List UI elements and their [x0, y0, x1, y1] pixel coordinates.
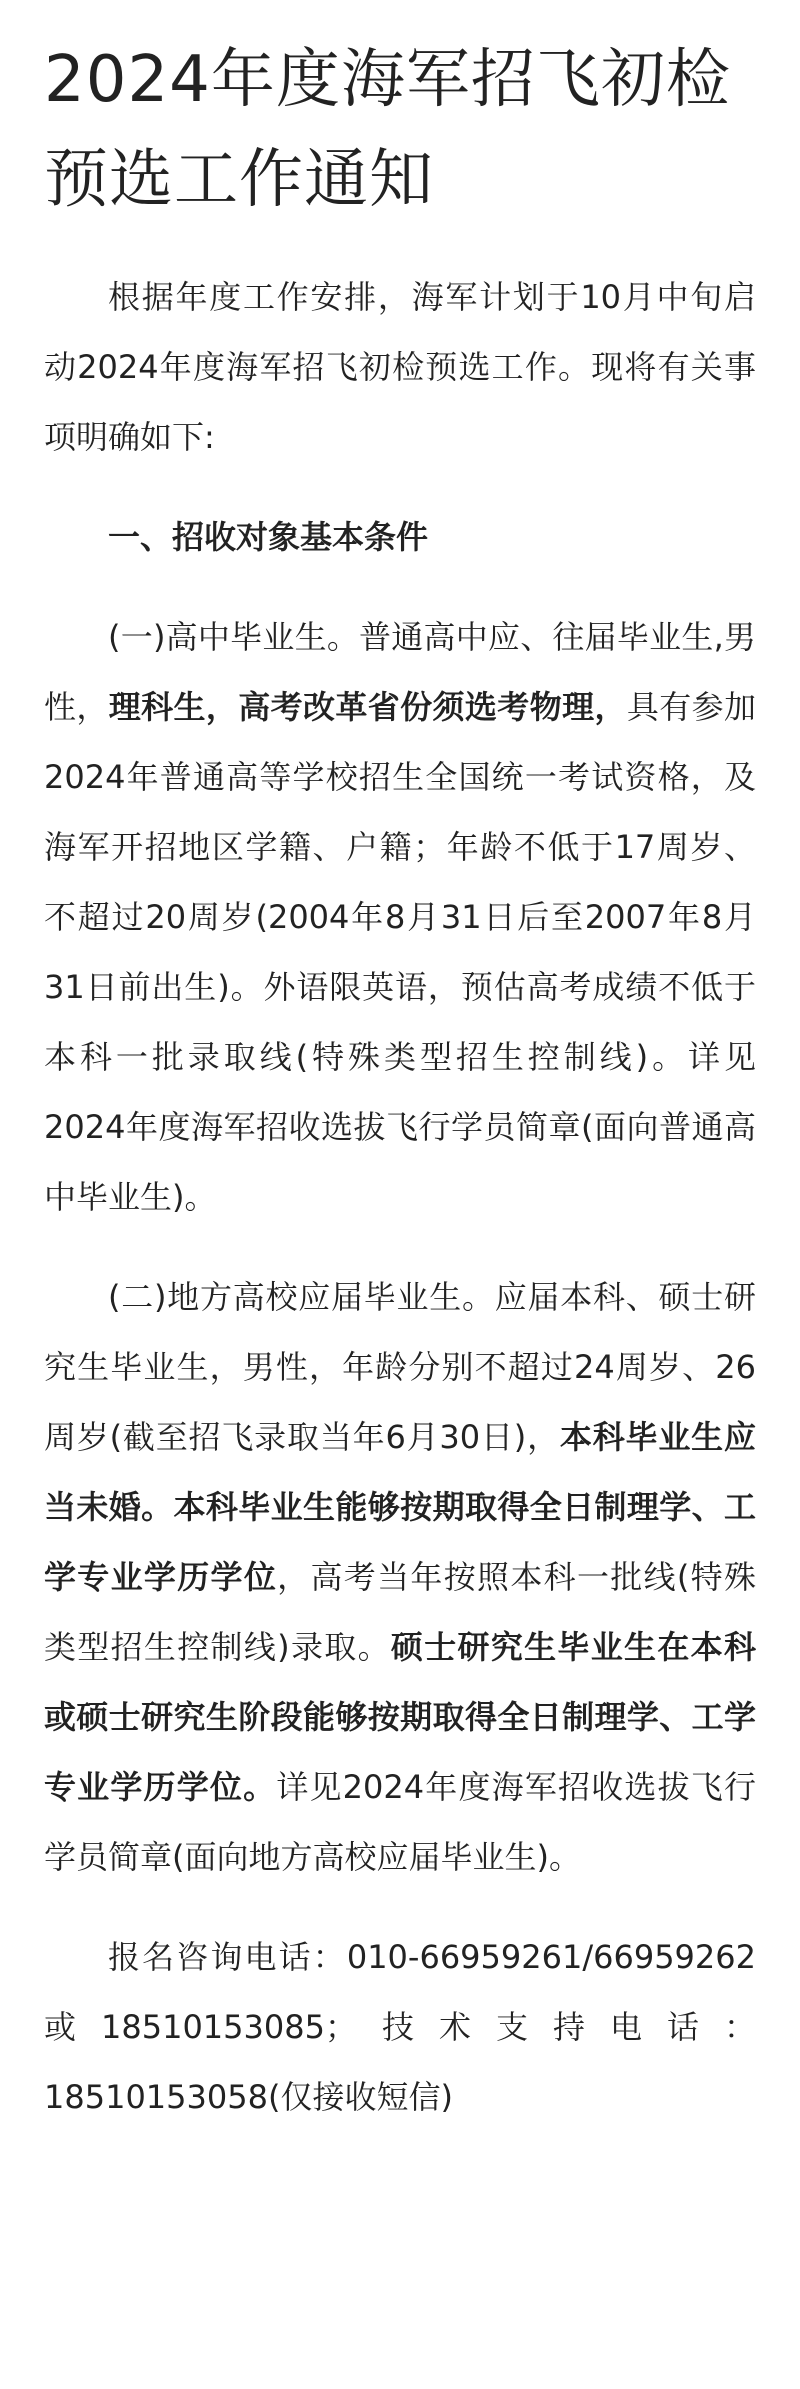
emphasis-text: 硕士研究生毕业生在本科或硕士研究生阶段能够按期取得全日制理学、工学专业学历学位。: [44, 1628, 756, 1806]
emphasis-text: 本科毕业生应当未婚。本科毕业生能够按期取得全日制理学、工学专业学历学位: [44, 1418, 756, 1596]
paragraph-text: 详见2024年度海军招收选拔飞行学员简章(面向地方高校应届毕业生)。: [44, 1768, 756, 1876]
paragraph-text: (二)地方高校应届毕业生。应届本科、硕士研究生毕业生，男性，年龄分别不超过24周岁、26周岁(截至招飞录取当年6月30日)，: [44, 1278, 756, 1456]
paragraph-text: ，高考当年按照本科一批线(特殊类型招生控制线)录取。: [44, 1558, 756, 1666]
emphasis-text: 理科生，高考改革省份须选考物理，: [108, 688, 627, 726]
paragraph-university: [44, 1262, 756, 1892]
paragraph-high-school: [44, 602, 756, 1232]
contact-paragraph: 报名咨询电话：010-66959261/66959262或18510153085；技术支持电话：18510153058(仅接收短信): [44, 1938, 756, 2116]
article-title: 2024年度海军招飞初检预选工作通知: [44, 43, 731, 217]
section-heading: 一、招收对象基本条件: [108, 518, 429, 556]
paragraph-text: 具有参加2024年普通高等学校招生全国统一考试资格，及海军开招地区学籍、户籍；年龄不低于17周岁、不超过20周岁(2004年8月31日后至2007年8月31日前出生)。外语限英语，预估高考成绩不低于本科一批录取线(特殊类型招生控制线)。详见2024年度海军招收选拔飞行学员简章(面向普通高中毕业生)。: [44, 688, 756, 1216]
intro-paragraph: 根据年度工作安排，海军计划于10月中旬启动2024年度海军招飞初检预选工作。现将有关事项明确如下:: [44, 278, 756, 456]
paragraph-text: (一)高中毕业生。普通高中应、往届毕业生,男性，: [44, 618, 756, 726]
